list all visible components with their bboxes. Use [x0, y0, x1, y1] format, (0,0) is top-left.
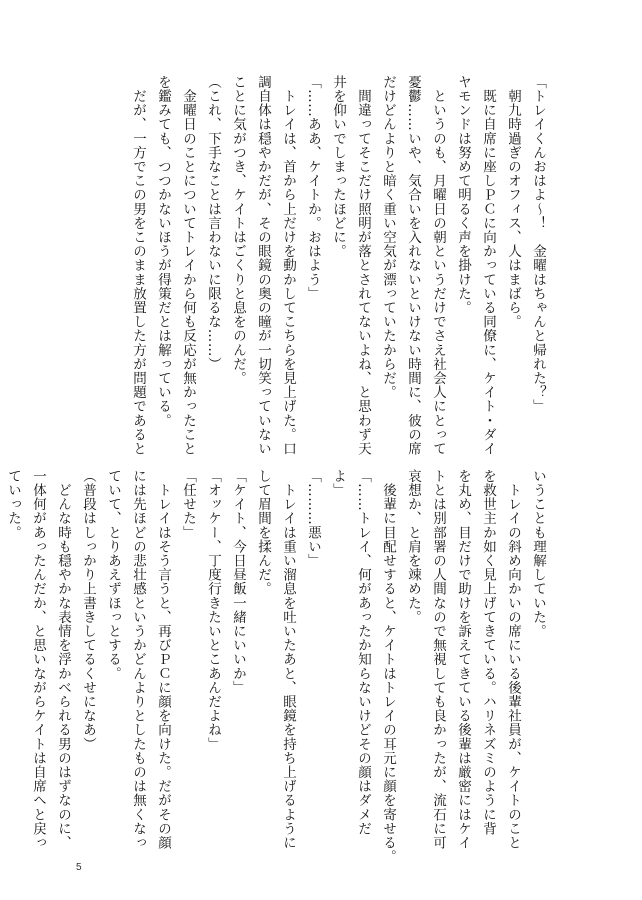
text-line: には先ほどの悲壮感というかどんよりとしたものは無くなっ: [130, 469, 146, 850]
text-line: 後輩に目配せすると、ケイトはトレイの耳元に顔を寄せる。: [380, 469, 396, 864]
text-line: 「任せた」: [180, 469, 196, 540]
text-line: 「……トレイ、何があったか知らないけどその顔はダメだ: [355, 469, 371, 836]
text-line: ヤモンドは努めて明るく声を掛けた。: [455, 75, 471, 315]
text-line: 朝九時過ぎのオフィス、人はまばら。: [505, 75, 521, 329]
text-line: トレイは、首から上だけを動かしてこちらを見上げた。口: [280, 75, 296, 456]
text-line: 「トレイくんおはよ～！ 金曜はちゃんと帰れた？」: [530, 75, 546, 414]
text-line: 井を仰いでしまったほどに。: [330, 75, 346, 259]
text-line: を救世主か如く見上げてきている。ハリネズミのように背: [480, 469, 496, 836]
text-line: 既に自席に座しＰＣに向かっている同僚に、ケイト・ダイ: [480, 75, 496, 456]
text-line: 憂鬱……いや、気合いを入れないといけない時間に、彼の席: [405, 75, 421, 456]
text-line: だけどんよりと暗く重い空気が漂っていたからだ。: [380, 75, 396, 400]
text-line: いうことも理解していた。: [530, 469, 546, 639]
text-line: トレイの斜め向かいの席にいる後輩社員が、ケイトのこと: [505, 469, 521, 850]
text-line: トとは別部署の人間なので無視しても良かったが、流石に可: [430, 469, 446, 850]
text-block-upper: [90, 75, 550, 456]
text-line: ていて、とりあえずほっとする。: [105, 469, 121, 681]
text-line: 調自体は穏やかだが、その眼鏡の奥の瞳が一切笑っていない: [255, 75, 271, 456]
text-line: （これ、下手なことは言わないに限るな……）: [205, 75, 221, 372]
text-line: 「………悪い」: [305, 469, 321, 568]
text-line: 「オッケー、丁度行きたいとこあんだよね」: [205, 469, 221, 751]
text-line: ことに気がつき、ケイトはごくりと息をのんだ。: [230, 75, 246, 386]
text-block-lower: [5, 469, 550, 864]
page-number: 5: [76, 862, 82, 873]
text-line: （普段はしっかり上書きしてるくせになあ）: [80, 469, 96, 751]
text-line: 「ケイト、今日昼飯一緒にいいか」: [230, 469, 246, 695]
text-line: して眉間を揉んだ。: [255, 469, 271, 596]
text-line: 哀想か、と肩を竦めた。: [405, 469, 421, 625]
text-line: トレイは重い溜息を吐いたあと、眼鏡を持ち上げるように: [280, 469, 296, 850]
text-line: というのも、月曜日の朝というだけでさえ社会人にとって: [430, 75, 446, 456]
text-line: 間違ってそこだけ照明が落とされてないよね、と思わず天: [355, 75, 371, 456]
text-line: よ」: [330, 469, 346, 498]
text-line: だが、一方でこの男をこのまま放置した方が問題であると: [130, 75, 146, 456]
text-line: 一体何があったんだか、と思いながらケイトは自席へと戻っ: [30, 469, 46, 850]
text-line: を丸め、目だけで助けを訴えてきている後輩は厳密にはケイ: [455, 469, 471, 850]
text-line: トレイはそう言うと、再びＰＣに顔を向けた。だがその顔: [155, 469, 171, 850]
text-line: 「……ああ、ケイトか。おはよう」: [305, 75, 321, 301]
text-line: を鑑みても、つつかないほうが得策だとは解っている。: [155, 75, 171, 428]
text-line: ていった。: [5, 469, 21, 540]
text-line: 金曜日のことについてトレイから何も反応が無かったこと: [180, 75, 196, 456]
text-line: どんな時も穏やかな表情を浮かべられる男のはずなのに、: [55, 469, 71, 850]
